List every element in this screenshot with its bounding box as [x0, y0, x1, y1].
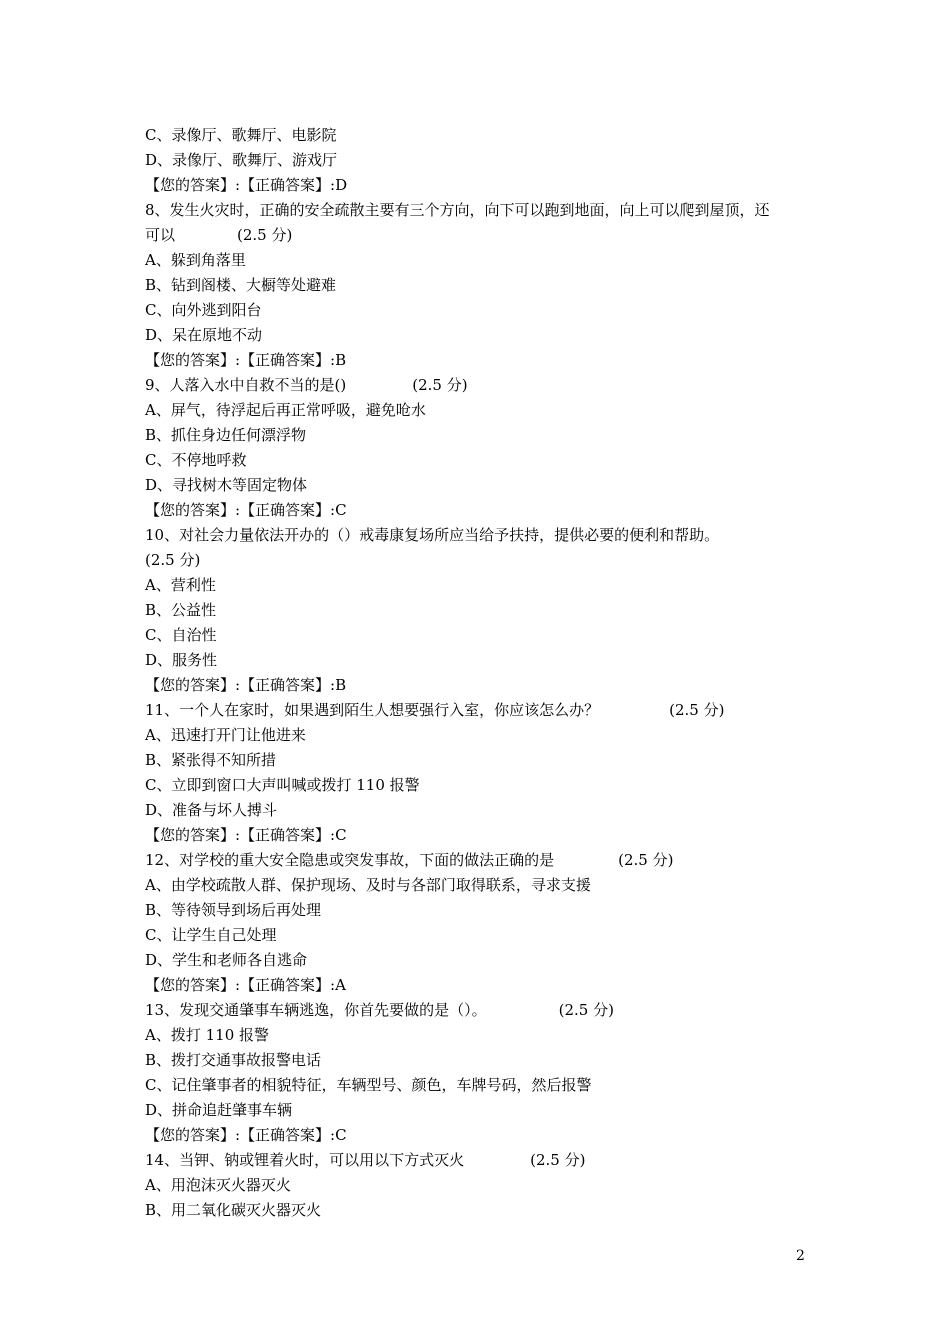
- question-score: (2.5 分): [669, 701, 725, 719]
- answer-line: 【您的答案】:【正确答案】:C: [145, 1126, 347, 1144]
- option-a: A、由学校疏散人群、保护现场、及时与各部门取得联系，寻求支援: [145, 876, 591, 894]
- option-c: C、让学生自己处理: [145, 926, 277, 944]
- question-9: 9、人落入水中自救不当的是() (2.5 分): [145, 373, 815, 398]
- question-11: 11、一个人在家时，如果遇到陌生人想要强行入室，你应该怎么办？ (2.5 分): [145, 698, 815, 723]
- option-c: C、录像厅、歌舞厅、电影院: [145, 126, 337, 144]
- option-c: C、记住肇事者的相貌特征，车辆型号、颜色，车牌号码，然后报警: [145, 1076, 592, 1094]
- option-d: D、录像厅、歌舞厅、游戏厅: [145, 151, 338, 169]
- option-b: B、钻到阁楼、大橱等处避难: [145, 276, 337, 294]
- answer-line: 【您的答案】:【正确答案】:C: [145, 501, 347, 519]
- document-body: [145, 123, 815, 1223]
- option-a: A、营利性: [145, 576, 216, 594]
- option-b: B、用二氧化碳灭火器灭火: [145, 1201, 322, 1219]
- page-number: 2: [796, 1248, 805, 1264]
- option-d: D、呆在原地不动: [145, 326, 263, 344]
- option-a: A、拨打 110 报警: [145, 1026, 269, 1044]
- question-12: 12、对学校的重大安全隐患或突发事故，下面的做法正确的是 (2.5 分): [145, 848, 815, 873]
- option-b: B、抓住身边任何漂浮物: [145, 426, 307, 444]
- question-score: (2.5 分): [558, 1001, 614, 1019]
- option-a: A、用泡沫灭火器灭火: [145, 1176, 291, 1194]
- question-score: (2.5 分): [237, 226, 293, 244]
- option-b: B、等待领导到场后再处理: [145, 901, 322, 919]
- option-a: A、躲到角落里: [145, 251, 246, 269]
- option-d: D、准备与坏人搏斗: [145, 801, 278, 819]
- option-c: C、向外逃到阳台: [145, 301, 262, 319]
- question-10: 10、对社会力量依法开办的（）戒毒康复场所应当给予扶持，提供必要的便利和帮助。: [145, 526, 720, 544]
- option-d: D、寻找树木等固定物体: [145, 476, 308, 494]
- option-d: D、学生和老师各自逃命: [145, 951, 308, 969]
- option-d: D、服务性: [145, 651, 218, 669]
- question-score: (2.5 分): [145, 551, 201, 569]
- answer-line: 【您的答案】:【正确答案】:D: [145, 176, 348, 194]
- option-c: C、立即到窗口大声叫喊或拨打 110 报警: [145, 776, 420, 794]
- question-score: (2.5 分): [412, 376, 468, 394]
- answer-line: 【您的答案】:【正确答案】:C: [145, 826, 347, 844]
- question-13: 13、发现交通肇事车辆逃逸，你首先要做的是（）。 (2.5 分): [145, 998, 815, 1023]
- question-14: 14、当钾、钠或锂着火时，可以用以下方式灭火 (2.5 分): [145, 1148, 815, 1173]
- question-8-line2: 可以 (2.5 分): [145, 223, 815, 248]
- question-8-line1: 8、发生火灾时，正确的安全疏散主要有三个方向，向下可以跑到地面，向上可以爬到屋顶，还: [145, 201, 770, 219]
- option-b: B、拨打交通事故报警电话: [145, 1051, 322, 1069]
- answer-line: 【您的答案】:【正确答案】:A: [145, 976, 346, 994]
- option-c: C、不停地呼救: [145, 451, 247, 469]
- option-b: B、紧张得不知所措: [145, 751, 277, 769]
- answer-line: 【您的答案】:【正确答案】:B: [145, 676, 347, 694]
- answer-line: 【您的答案】:【正确答案】:B: [145, 351, 347, 369]
- question-score: (2.5 分): [618, 851, 674, 869]
- option-d: D、拼命追赶肇事车辆: [145, 1101, 293, 1119]
- option-c: C、自治性: [145, 626, 217, 644]
- option-b: B、公益性: [145, 601, 217, 619]
- question-score: (2.5 分): [530, 1151, 586, 1169]
- option-a: A、屏气，待浮起后再正常呼吸，避免呛水: [145, 401, 426, 419]
- option-a: A、迅速打开门让他进来: [145, 726, 306, 744]
